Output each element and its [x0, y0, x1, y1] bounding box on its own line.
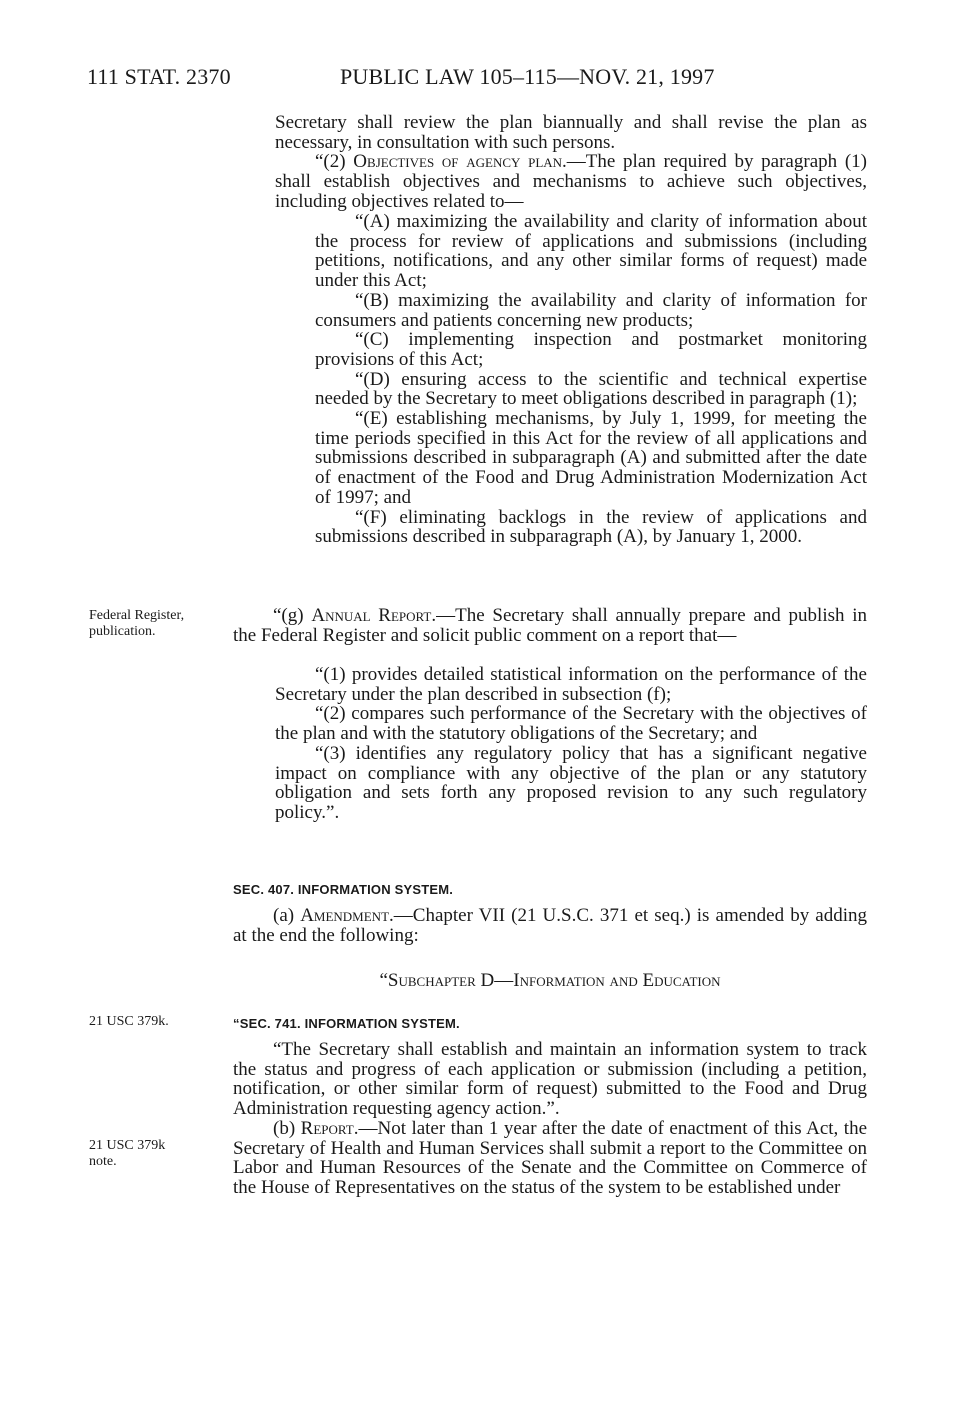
- margin-note-usc-379k-note: 21 USC 379k note.: [89, 1138, 166, 1169]
- margin-note-federal-register: Federal Register, publication.: [89, 608, 185, 639]
- running-header: PUBLIC LAW 105–115—NOV. 21, 1997: [340, 64, 715, 89]
- paragraph-report: (b) Report.—Not later than 1 year after the date of enactment of this Act, the Secretary of Health and Human Services shall submit a report to the Committee on Labor and Human Resources of the Senate and the Committee on Commerce of the House of Representatives on the status of the system to be established under: [233, 1117, 867, 1198]
- list-item: “(C) implementing inspection and postmarket monitoring provisions of this Act;: [315, 329, 867, 370]
- subsection-g: [233, 606, 867, 645]
- list-item: “(3) identifies any regulatory policy that has a significant negative impact on compliance with any objective of the plan or any statutory obligation and sets forth any proposed revision to any such regulatory policy.”.: [275, 742, 867, 823]
- section-741-text: [233, 1040, 867, 1198]
- list-item: “(1) provides detailed statistical information on the performance of the Secretary under the plan described in subsection (f);: [275, 664, 867, 705]
- list-item: “(2) compares such performance of the Secretary with the objectives of the plan and with the statutory obligations of the Secretary; and: [275, 703, 867, 745]
- paragraph: Secretary shall review the plan biannually and shall revise the plan as necessary, in consultation with such persons.: [275, 112, 867, 153]
- page-stat-number: 111 STAT. 2370: [87, 64, 231, 89]
- paragraph-objectives: “(2) Objectives of agency plan.—The plan required by paragraph (1) shall establish objectives and mechanisms to achieve such objectives, including objectives related to—: [275, 151, 867, 212]
- section-f-continued: [275, 113, 867, 212]
- paragraph-heading: Objectives of agency plan.: [353, 151, 567, 173]
- list-item: “(B) maximizing the availability and clarity of information for consumers and patients concerning new products;: [315, 289, 867, 331]
- paragraph-heading: Report.: [300, 1117, 359, 1139]
- list-item: “(A) maximizing the availability and clarity of information about the process for review of applications and submissions (including petitions, notifications, and any other similar forms of request) made under this Act;: [315, 211, 867, 292]
- paragraph: “The Secretary shall establish and maintain an information system to track the status and progress of each application or submission (including a petition, notification, or other similar form of request) submitted to the Food and Drug Administration requesting agency action.”.: [233, 1039, 867, 1120]
- list-item: “(E) establishing mechanisms, by July 1, 1999, for meeting the time periods specified in this Act for the review of all applications and submissions described in subparagraph (A) and submitted after the date of enactment of the Food and Drug Administration Modernization Act of 1997; and: [315, 408, 867, 508]
- margin-note-usc-379k: 21 USC 379k.: [89, 1014, 169, 1029]
- paragraph-amendment: (a) Amendment.—Chapter VII (21 U.S.C. 371 et seq.) is amended by adding at the end the following:: [233, 905, 867, 946]
- list-item: “(F) eliminating backlogs in the review of applications and submissions described in subparagraph (A), by January 1, 2000.: [315, 506, 867, 548]
- report-items: [275, 665, 867, 823]
- section-heading: SEC. 407. INFORMATION SYSTEM.: [233, 882, 454, 897]
- paragraph-heading: Annual Report.: [311, 605, 437, 626]
- paragraph-annual-report: “(g) Annual Report.—The Secretary shall annually prepare and publish in the Federal Register and solicit public comment on a report that—: [233, 605, 868, 646]
- paragraph-heading: Amendment.: [300, 905, 394, 926]
- amendment-paragraph: [233, 906, 867, 945]
- objectives-list: [315, 212, 867, 547]
- list-item: “(D) ensuring access to the scientific and technical expertise needed by the Secretary to meet obligations described in paragraph (1);: [315, 368, 867, 410]
- section-407: [233, 880, 867, 900]
- subchapter-heading-block: [233, 971, 867, 991]
- section-heading: “SEC. 741. INFORMATION SYSTEM.: [233, 1016, 460, 1031]
- section-741: [233, 1014, 867, 1034]
- subchapter-heading: “Subchapter D—Information and Education: [379, 970, 721, 991]
